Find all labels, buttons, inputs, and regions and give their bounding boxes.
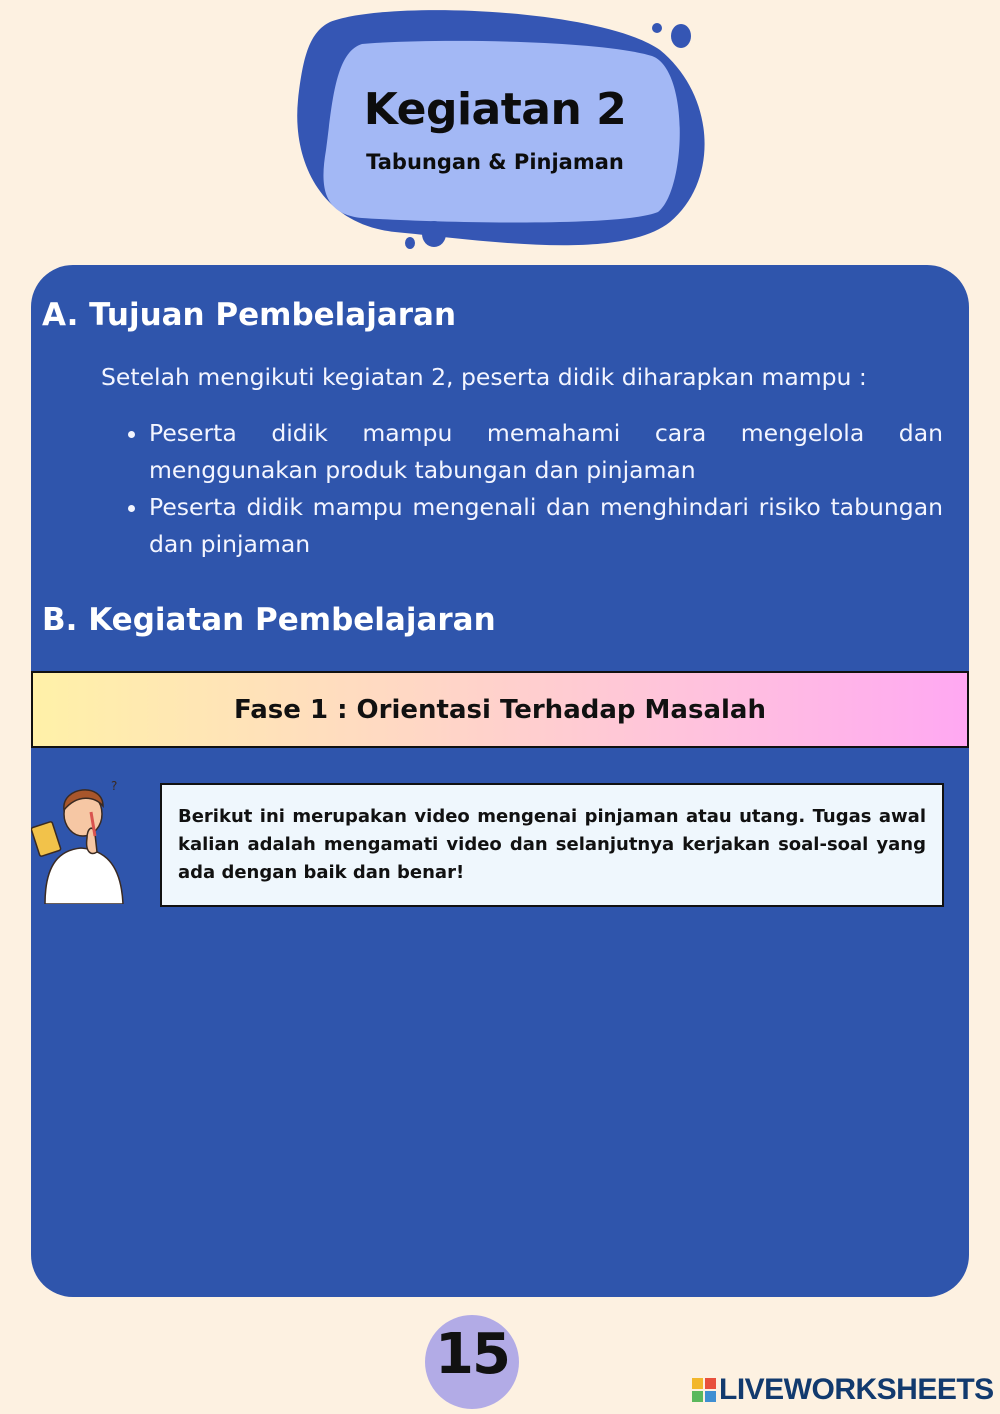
section-a-intro: Setelah mengikuti kegiatan 2, peserta didik diharapkan mampu : bbox=[101, 363, 867, 391]
page-title: Kegiatan 2 bbox=[363, 84, 627, 135]
brand-name: LIVEWORKSHEETS bbox=[719, 1373, 994, 1406]
section-b-heading: B. Kegiatan Pembelajaran bbox=[42, 602, 496, 638]
liveworksheets-brand bbox=[692, 1372, 994, 1408]
header-blob-dot bbox=[671, 24, 691, 48]
student-body bbox=[45, 848, 123, 904]
section-a-heading: A. Tujuan Pembelajaran bbox=[42, 297, 457, 333]
student-notepad bbox=[31, 821, 61, 856]
thinking-student-icon bbox=[31, 772, 131, 904]
liveworksheets-logo-icon bbox=[692, 1378, 716, 1402]
objective-item: • Peserta didik mampu memahami cara mengelola dan menggunakan produk tabungan dan pinjaman bbox=[149, 415, 943, 488]
question-mark: ? bbox=[111, 779, 118, 793]
phase-title-bar: Fase 1 : Orientasi Terhadap Masalah bbox=[31, 671, 969, 748]
page-number: 15 bbox=[435, 1322, 509, 1387]
page-subtitle: Tabungan & Pinjaman bbox=[366, 150, 624, 174]
main-panel bbox=[31, 265, 969, 1297]
objectives-list bbox=[117, 415, 943, 563]
objective-item: • Peserta didik mampu mengenali dan menghindari risiko tabungan dan pinjaman bbox=[149, 489, 943, 562]
header-blob-dot bbox=[422, 221, 446, 247]
header-blob-dot bbox=[652, 23, 662, 33]
header-blob-dot bbox=[405, 237, 415, 249]
instruction-box: Berikut ini merupakan video mengenai pinjaman atau utang. Tugas awal kalian adalah mengamati video dan selanjutnya kerjakan soal-soal yang ada dengan baik dan benar! bbox=[160, 783, 944, 907]
